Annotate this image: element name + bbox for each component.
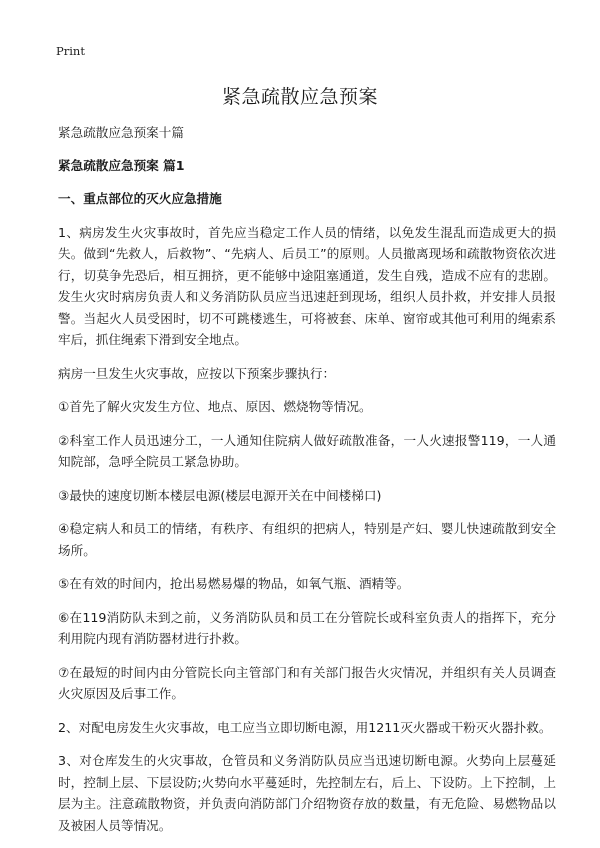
page-title: 紧急疏散应急预案 — [221, 86, 378, 108]
paragraph-5: ③最快的速度切断本楼层电源(楼层电源开关在中间楼梯口) — [58, 487, 382, 503]
paragraph-3: ①首先了解火灾发生方位、地点、原因、燃烧物等情况。 — [58, 399, 372, 414]
paragraph-10: 2、对配电房发生火灾事故，电工应当立即切断电源，用1211灭火器或干粉灭火器扑救。 — [58, 719, 552, 735]
paragraph-2: 病房一旦发生火灾事故，应按以下预案步骤执行： — [58, 365, 336, 381]
print-label: Print — [56, 44, 85, 58]
paragraph-9: ⑦在最短的时间内由分管院长向主管部门和有关部门报告火灾情况，并组织有关人员调查火灾原因及后事工作。 — [58, 664, 556, 701]
paragraph-6: ④稳定病人和员工的情绪，有秩序、有组织的把病人，特别是产妇、婴儿快速疏散到安全场所。 — [58, 521, 556, 558]
document-body — [58, 122, 556, 848]
document-subtitle: 紧急疏散应急预案十篇 — [58, 125, 184, 140]
article-heading: 紧急疏散应急预案 篇1 — [58, 157, 185, 173]
paragraph-1: 1、病房发生火灾事故时，首先应当稳定工作人员的情绪，以免发生混乱而造成更大的损失。做到“先救人，后救物”、“先病人、后员工”的原则。人员撤离现场和疏散物资依次进行，切莫争先恐后，相互拥挤，更不能够中途阻塞通道，发生自残，造成不应有的悲剧。发生火灾时病房负责人和义务消防队员应当迅速赶到现场，组织人员扑救，并安排人员报警。当起火人员受困时，切不可跳楼逃生，可将被套、床单、窗帘或其他可利用的绳索系牢后，抓住绳索下滑到安全地点。 — [58, 224, 556, 347]
paragraph-4: ②科室工作人员迅速分工，一人通知住院病人做好疏散准备，一人火速报警119，一人通知院部，急呼全院员工紧急协助。 — [58, 432, 556, 469]
paragraph-8: ⑥在119消防队未到之前，义务消防队员和员工在分管院长或科室负责人的指挥下，充分利用院内现有消防器材进行扑救。 — [58, 609, 556, 646]
paragraph-7: ⑤在有效的时间内，抢出易燃易爆的物品，如氧气瓶、酒精等。 — [58, 576, 410, 591]
paragraph-11: 3、对仓库发生的火灾事故，仓管员和义务消防队员应当迅速切断电源。火势向上层蔓延时，控制上层、下层设防;火势向水平蔓延时，先控制左右，后上、下设防。上下控制，上层为主。注意疏散物资，并负责向消防部门介绍物资存放的数量，有无危险、易燃物品以及被困人员等情况。 — [58, 753, 556, 833]
section-heading: 一、重点部位的灭火应急措施 — [58, 191, 222, 206]
